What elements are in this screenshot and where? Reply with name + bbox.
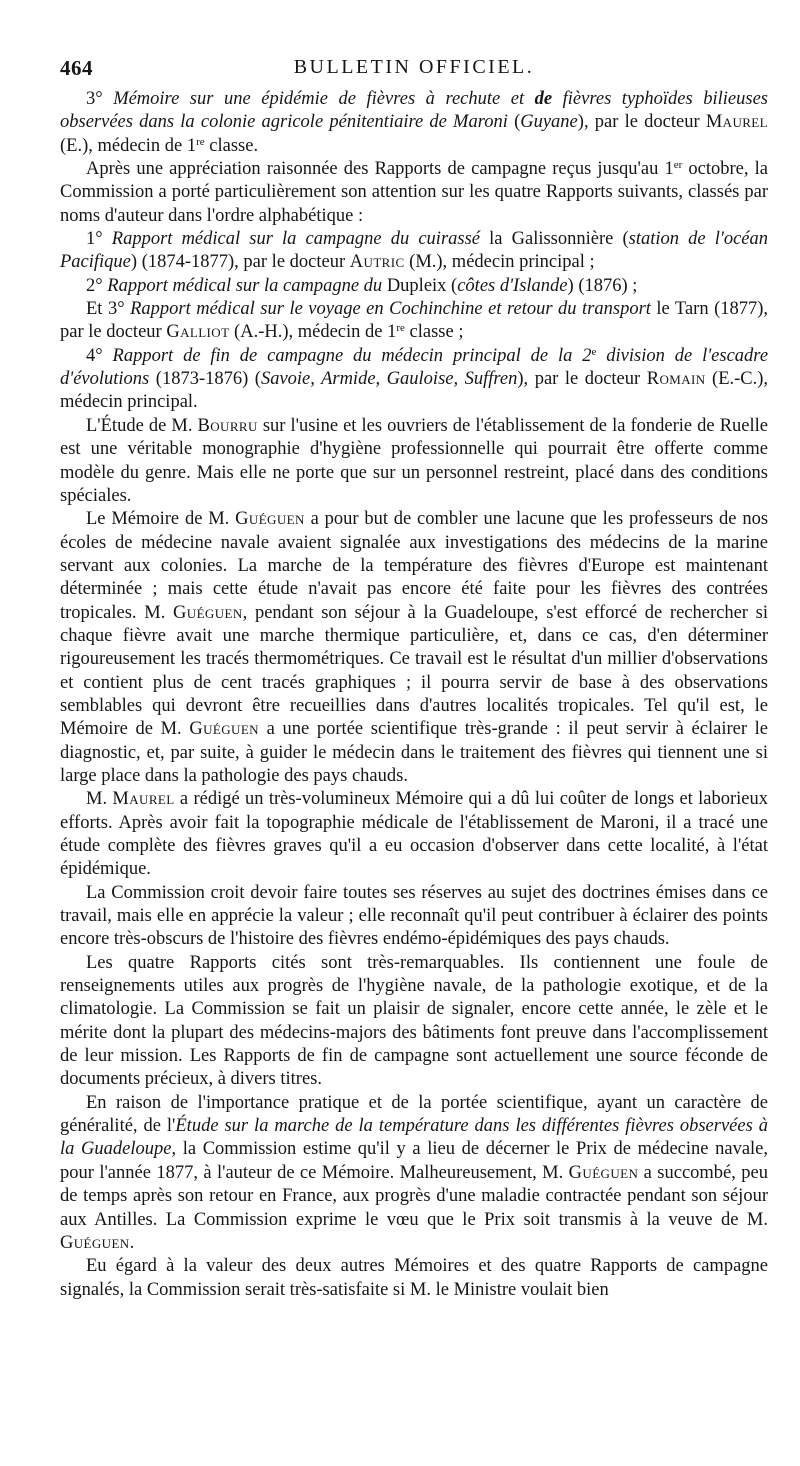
division-number: 2 bbox=[582, 345, 592, 366]
author-name: Romain bbox=[646, 369, 706, 390]
author-name: Guéguen bbox=[235, 509, 305, 530]
running-head: BULLETIN OFFICIEL. bbox=[293, 56, 535, 78]
text-run: (M.), médecin principal ; bbox=[409, 252, 595, 273]
text-run: (E.), médecin de 1 bbox=[60, 135, 197, 156]
paragraph-appreciation bbox=[60, 158, 768, 228]
author-name: Galliot bbox=[166, 322, 230, 343]
memoire-title-part: Mémoire sur une épidémie de fièvres à rechute et bbox=[113, 89, 525, 109]
paragraph-etude-bourru bbox=[60, 415, 768, 508]
ship-name: la Galissonnière bbox=[489, 229, 614, 250]
rapport-title: Rapport médical sur la campagne du cuirassé bbox=[111, 229, 481, 250]
text-run: a rédigé un très-volumineux Mémoire qui a dû lui coûter de longs et laborieux efforts. Après avoir fait la topographie médicale de l'établissement de Maroni, il a tracé une étude complète des fièvres graves qu'il a eu occasion d'observer dans cette localité, à l'état épidémique. bbox=[60, 789, 769, 880]
rapport-title: Rapport de fin de campagne du médecin principal de la bbox=[112, 345, 573, 366]
paragraph-reserves: La Commission croit devoir faire toutes ses réserves au sujet des doctrines émises dans ce travail, mais elle en apprécie la valeur ; elle reconnaît qu'il peut contribuer à éclairer des points encore très-obscurs de l'histoire des fièvres endémo-épidémiques des pays chauds. bbox=[60, 882, 768, 950]
memoire-title-bold-word: de bbox=[534, 89, 553, 109]
text-run: par le docteur bbox=[594, 112, 700, 133]
text-run: (1873-1876) bbox=[155, 369, 249, 390]
text-run: le Tarn (1877), par le docteur bbox=[60, 299, 769, 343]
text-run: a une portée scientifique très-grande : il peut servir à éclairer le diagnostic, et, par suite, à guider le médecin dans le traitement des fièvres qui tiennent une si large place dans la pathologie des pays chauds. bbox=[60, 719, 769, 786]
paragraph-quatre-rapports: Les quatre Rapports cités sont très-remarquables. Ils contiennent une foule de renseignements utiles aux progrès de l'hygiène navale, de la pathologie exotique, et de la climatologie. La Commission se fait un plaisir de signaler, encore cette année, le zèle et le mérite dont la plupart des médecins-majors des bâtiments font preuve dans l'accomplissement de leur mission. Les Rapports de fin de campagne sont actuellement une source féconde de documents précieux, à divers titres. bbox=[60, 952, 768, 1090]
rapport-title: division de l'escadre d'évolutions bbox=[60, 345, 769, 390]
text-run: , pendant son séjour à la Guadeloupe, s'est efforcé de rechercher si chaque fièvre avait une marche thermique particulière, et, dans ce cas, d'en déterminer rigoureusement les tracés thermométriques. Ce travail est le résultat d'un millier d'observations et contient plus de cent tracés graphiques ; il pourra servir de base à des observations semblables qui devront être recueillies dans d'autres localités tropicales. Tel qu'il est, le Mémoire de M. bbox=[60, 602, 768, 740]
page-number: 464 bbox=[60, 56, 93, 80]
author-name: Guéguen bbox=[189, 719, 259, 740]
paragraph-rapport-2: 2° Rapport médical sur la campagne du Dupleix (côtes d'Islande) (1876) ; bbox=[86, 275, 638, 296]
rapport-title: Rapport médical sur la campagne du bbox=[107, 275, 383, 296]
text-run: (E.-C.), médecin principal. bbox=[60, 369, 769, 413]
item-number: Et 3° bbox=[86, 299, 125, 320]
text-run: (A.-H.), médecin de 1 bbox=[234, 322, 397, 343]
text-run: a succombé, peu de temps après son retour en France, aux progrès d'une maladie contractée pendant son séjour aux Antilles. La Commission exprime le vœu que le Prix soit transmis à la veuve de M. bbox=[60, 1162, 768, 1230]
text-run: sur l'usine et les ouvriers de l'établissement de la fonderie de Ruelle est une véritable monographie d'hygiène professionnelle qui pourrait être offerte comme modèle du genre. Mais elle ne porte que sur un personnel restreint, placé dans des conditions spéciales. bbox=[60, 415, 768, 506]
page-header bbox=[60, 56, 768, 86]
text-run: (1874-1877), par le docteur bbox=[141, 252, 346, 273]
superscript: er bbox=[673, 159, 683, 172]
etude-title: Étude sur la marche de la température dans les différentes fièvres observées à la Guadeloupe bbox=[60, 1116, 768, 1160]
item-number: 3° bbox=[86, 89, 103, 109]
memoire-title-part: fièvres typhoïdes bilieuses observées dans la colonie agricole pénitentiaire de Maroni bbox=[60, 89, 768, 133]
author-name: Guéguen bbox=[568, 1162, 639, 1183]
text-run: . bbox=[129, 1232, 135, 1253]
item-number: 2° bbox=[86, 275, 103, 296]
text-run: octobre, la Commission a porté particulièrement son attention sur les quatre Rapports suivants, classés par noms d'auteur dans l'ordre alphabétique : bbox=[60, 159, 769, 226]
place-name: Guyane bbox=[520, 112, 578, 133]
text-run: , par le docteur bbox=[523, 369, 641, 390]
paragraph-rapport-1: 1° Rapport médical sur la campagne du cuirassé la Galissonnière (station de l'océan Pacifique) (1874-1877), par le docteur Autric (M.), médecin principal ; bbox=[60, 229, 769, 273]
text-run: , la Commission estime qu'il y a lieu de décerner le Prix de médecine navale, pour l'année 1877, à l'auteur de ce Mémoire. Malheureusement, M. bbox=[60, 1139, 769, 1183]
rapport-title: Rapport médical sur le voyage en Cochinchine et retour du transport bbox=[130, 299, 651, 320]
superscript: re bbox=[196, 135, 205, 148]
paragraph-rapport-4: 4° Rapport de fin de campagne du médecin principal de la 2e division de l'escadre d'évolutions (1873-1876) (Savoie, Armide, Gauloise, Suffren), par le docteur Romain (E.-C.), médecin principal. bbox=[60, 345, 769, 413]
ship-name: Dupleix bbox=[386, 275, 447, 296]
superscript: re bbox=[396, 322, 405, 335]
author-name: Bourru bbox=[197, 415, 258, 436]
paragraph-memoire-3: 3° Mémoire sur une épidémie de fièvres à rechute et de fièvres typhoïdes bilieuses observées dans la colonie agricole pénitentiaire de Maroni (Guyane), par le docteur Maurel (E.), médecin de 1re classe. bbox=[60, 89, 768, 156]
text-run: En raison de l'importance pratique et de la portée scientifique, ayant un caractère de généralité, de l' bbox=[60, 1092, 768, 1137]
text-run: (1876) ; bbox=[578, 275, 638, 296]
text-run: L'Étude de M. bbox=[86, 415, 193, 436]
paragraph-memoire-maurel bbox=[60, 788, 768, 881]
text-run: M. bbox=[86, 789, 108, 810]
text-run: classe ; bbox=[409, 322, 464, 343]
item-number: 4° bbox=[86, 345, 103, 366]
author-name: Guéguen bbox=[60, 1232, 130, 1253]
paragraph-prix bbox=[60, 1092, 768, 1255]
paragraph-memoire-gueguen bbox=[60, 508, 768, 788]
region-name: côtes d'Islande bbox=[457, 275, 568, 296]
author-name: Autric bbox=[349, 252, 405, 273]
author-name: Maurel bbox=[705, 112, 768, 133]
text-run: classe. bbox=[209, 135, 259, 156]
text-run: Après une appréciation raisonnée des Rapports de campagne reçus jusqu'au 1 bbox=[86, 159, 674, 180]
superscript: e bbox=[591, 345, 597, 358]
item-number: 1° bbox=[86, 229, 103, 250]
text-run: a pour but de combler une lacune que les professeurs de nos écoles de médecine navale avaient signalée aux investigations des médecins de la marine servant aux colonies. La marche de la température des fièvres d'Europe est maintenant déterminée ; mais cette étude n'avait pas encore été faite pour les fièvres des contrées tropicales. M. bbox=[60, 509, 769, 623]
paragraph-eu-egard: Eu égard à la valeur des deux autres Mémoires et des quatre Rapports de campagne signalés, la Commission serait très-satisfaite si M. le Ministre voulait bien bbox=[60, 1256, 768, 1300]
station-name: station de l'océan Pacifique bbox=[60, 229, 769, 273]
author-name: Maurel bbox=[112, 789, 175, 810]
ship-names: Savoie, Armide, Gauloise, Suffren bbox=[260, 369, 518, 390]
page-body bbox=[60, 88, 768, 1302]
author-name: Guéguen bbox=[173, 602, 243, 623]
text-run: Le Mémoire de M. bbox=[86, 509, 230, 530]
paragraph-rapport-3 bbox=[60, 298, 768, 345]
